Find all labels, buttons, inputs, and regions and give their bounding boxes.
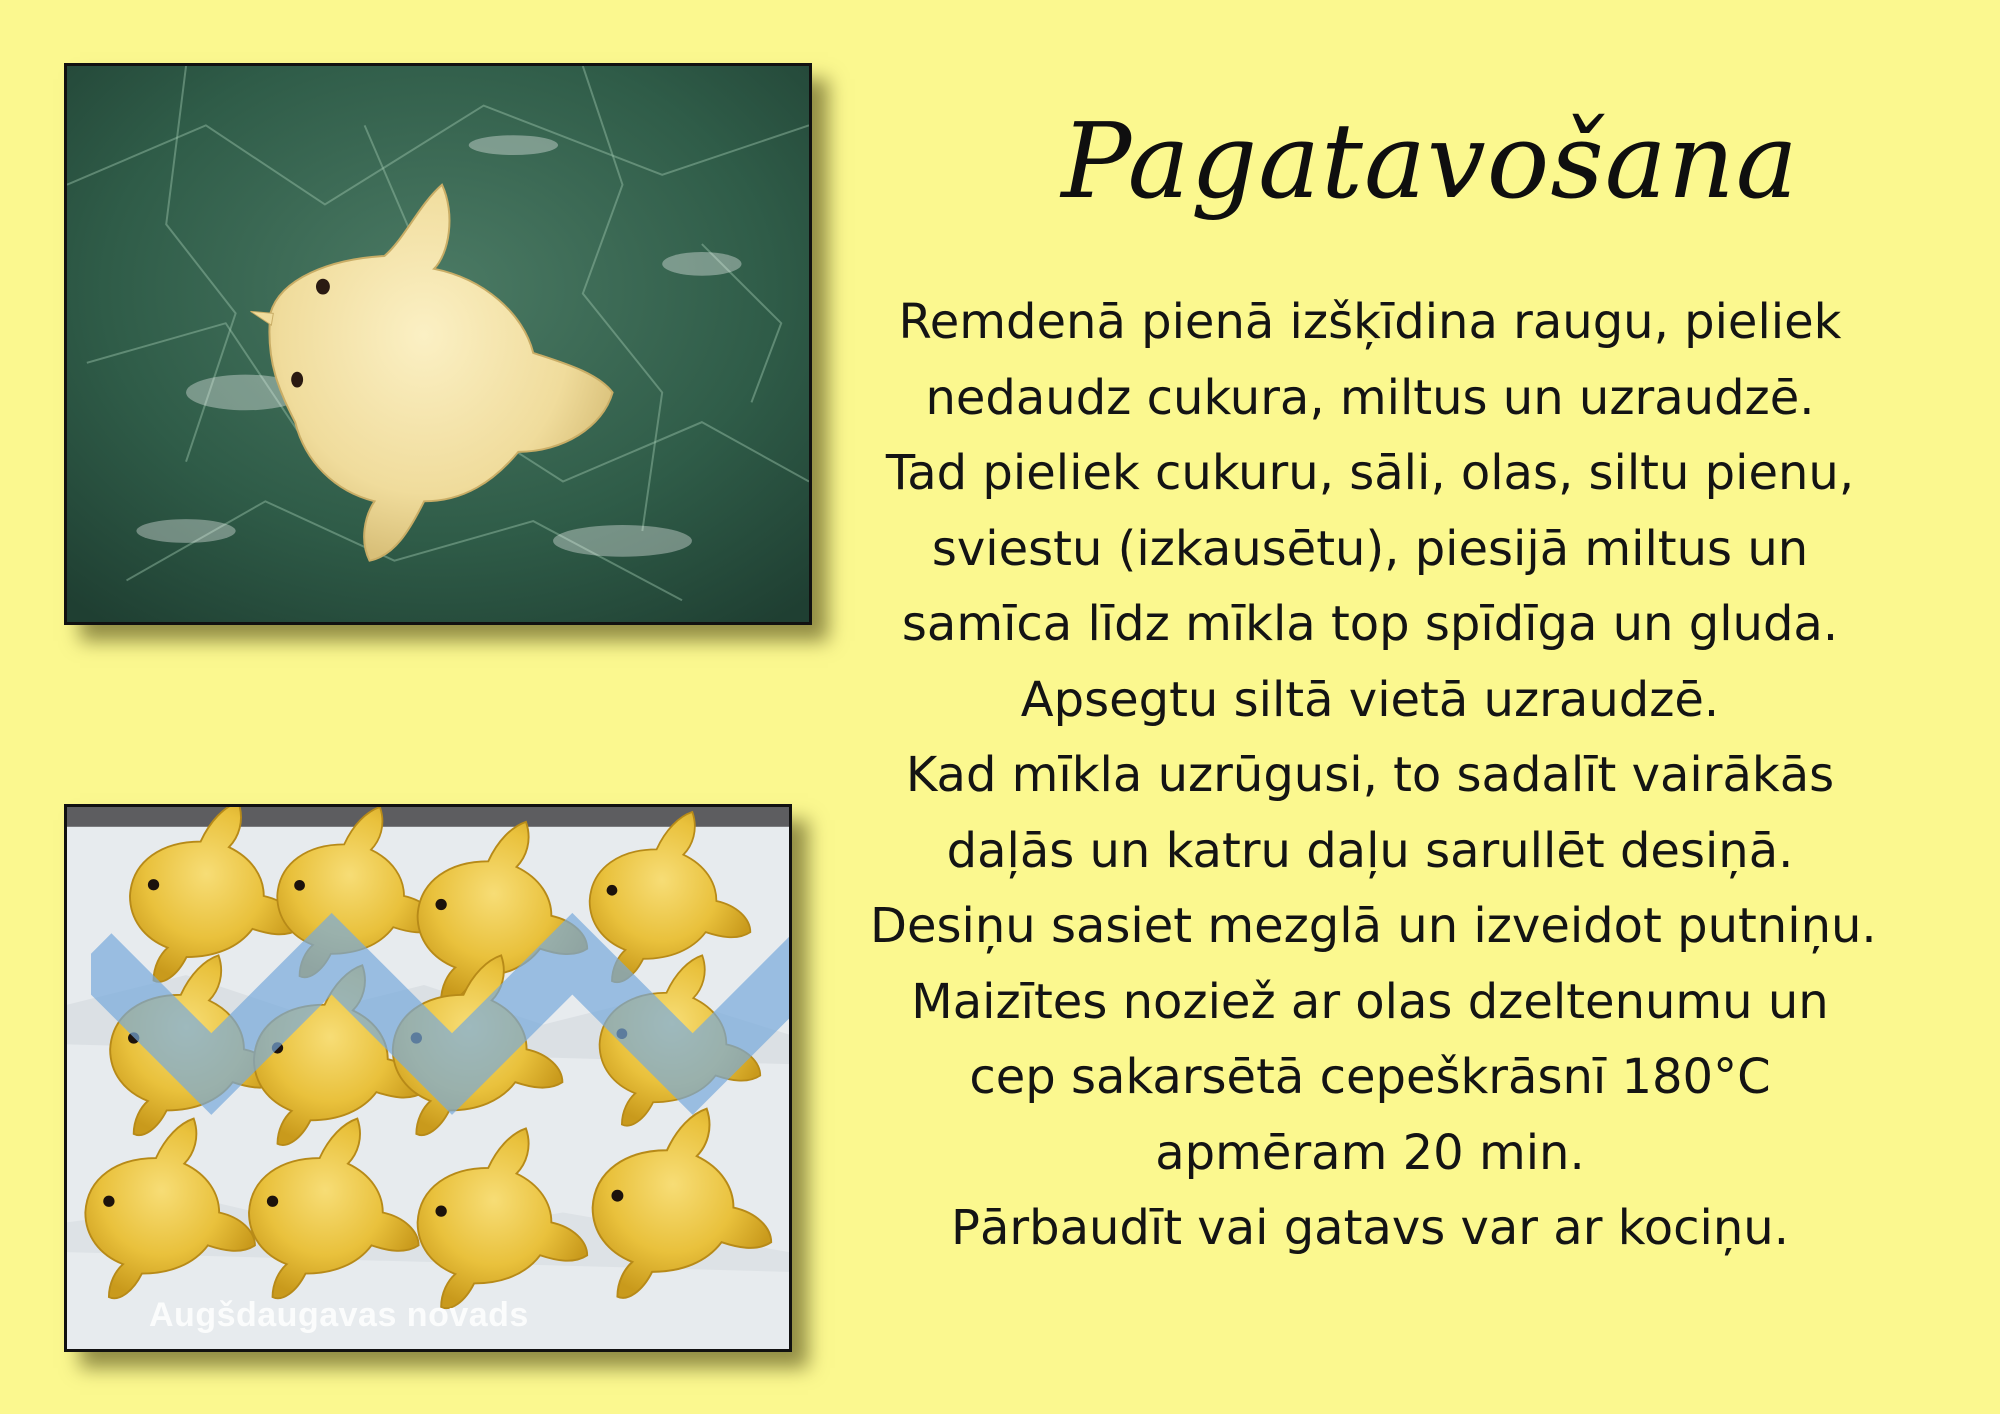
- instruction-line: Desiņu sasiet mezglā un izveidot putniņu.: [870, 898, 1877, 954]
- watermark-logo-icon: [91, 804, 792, 1321]
- instruction-line: Pārbaudīt vai gatavs var ar kociņu.: [951, 1200, 1789, 1256]
- instruction-line: cep sakarsētā cepeškrāsnī 180°C: [969, 1049, 1771, 1105]
- instruction-line: nedaudz cukura, miltus un uzraudzē.: [925, 369, 1815, 426]
- instruction-line: Remdenā pienā izšķīdina raugu, pieliek: [898, 294, 1842, 350]
- instruction-line: Maizītes noziež ar olas dzeltenumu un: [911, 973, 1829, 1030]
- instruction-line: Apsegtu siltā vietā uzraudzē.: [1020, 671, 1720, 728]
- page-title: Pagatavošana: [1061, 100, 1799, 222]
- watermark-text: Augšdaugavas novads: [149, 1296, 529, 1334]
- instruction-line: Tad pieliek cukuru, sāli, olas, siltu pienu,: [885, 445, 1855, 501]
- instruction-list: [870, 285, 1877, 1267]
- raw-dough-bird-image: [67, 66, 809, 622]
- instruction-line: Kad mīkla uzrūgusi, to sadalīt vairākās: [905, 747, 1835, 803]
- raw-dough-bird-photo: [64, 63, 812, 625]
- baked-bird-buns-tray-photo: [64, 804, 792, 1352]
- instruction-line: apmēram 20 min.: [1155, 1124, 1585, 1181]
- instruction-line: samīca līdz mīkla top spīdīga un gluda.: [901, 596, 1839, 652]
- instruction-line: sviestu (izkausētu), piesijā miltus un: [931, 520, 1809, 577]
- instruction-line: daļās un katru daļu sarullēt desiņā.: [946, 822, 1794, 879]
